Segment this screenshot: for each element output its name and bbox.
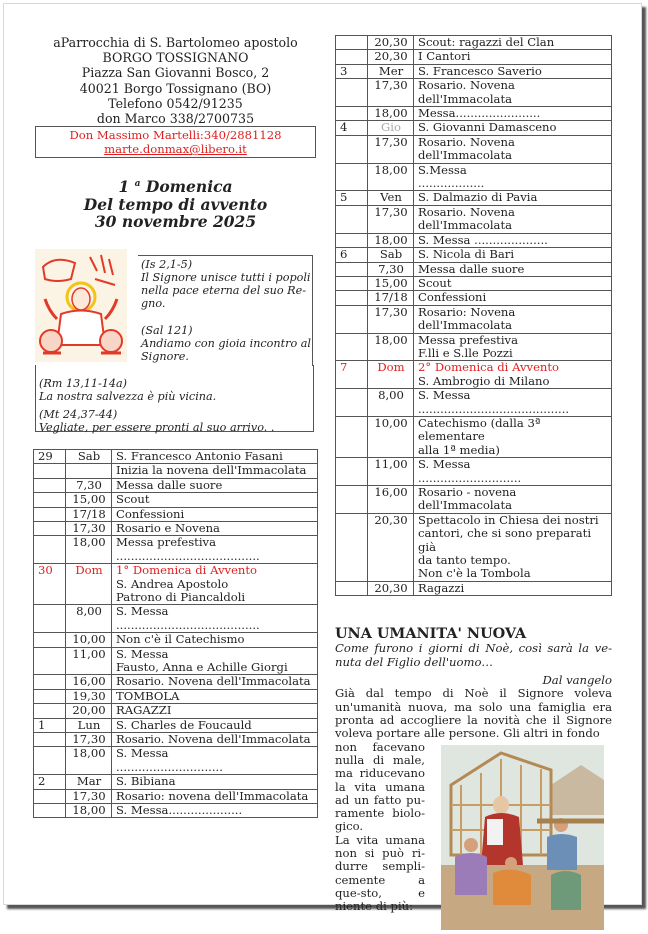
day-cell (336, 79, 368, 107)
table-row (336, 513, 612, 581)
event-text: S. Bibiana (116, 774, 176, 789)
event-text: Rosario - novena dell'Immacolata (418, 485, 517, 513)
day-cell (34, 647, 66, 675)
table-row (34, 789, 318, 803)
time-cell: 17/18 (66, 507, 112, 521)
event-subtext: ............................. (116, 759, 223, 774)
event-cell (112, 521, 318, 535)
time-cell: 18,00 (368, 333, 414, 361)
event-cell (112, 747, 318, 775)
day-cell (34, 704, 66, 718)
day-cell (336, 233, 368, 247)
table-row (336, 305, 612, 333)
time-cell: 11,00 (66, 647, 112, 675)
time-cell: 8,00 (368, 389, 414, 417)
event-text: S. Francesco Saverio (418, 63, 542, 78)
time-cell: 8,00 (66, 605, 112, 633)
event-text: S. Francesco Antonio Fasani (116, 448, 283, 463)
event-subtext: da tanto tempo. (418, 553, 511, 568)
event-cell (112, 536, 318, 564)
event-subtext: ....................................... (116, 548, 260, 563)
event-cell (414, 333, 612, 361)
city: 40021 Borgo Tossignano (BO) (79, 80, 272, 96)
contact-name-phone: Don Massimo Martelli:340/2881128 (69, 128, 282, 143)
table-row (34, 507, 318, 521)
day-cell (34, 747, 66, 775)
event-text: S. Messa (116, 604, 169, 619)
table-row (336, 64, 612, 78)
time-cell: 15,00 (66, 493, 112, 507)
event-subtext: Non c'è la Tombola (418, 566, 531, 581)
time-cell: 19,30 (66, 689, 112, 703)
event-text: Rosario. Novena dell'Immacolata (116, 732, 311, 746)
table-row (34, 804, 318, 818)
page-title: 1 $^a$ Domenica Del tempo di avvento 30 novembre 2025 (83, 177, 268, 232)
table-row (34, 647, 318, 675)
time-cell: 17/18 (368, 291, 414, 305)
day-cell (34, 804, 66, 818)
table-row (336, 163, 612, 191)
schedule-table-left (33, 449, 318, 819)
event-cell (112, 478, 318, 492)
day-cell (34, 633, 66, 647)
readings-section (33, 247, 318, 435)
day-cell (336, 581, 368, 595)
table-row (336, 135, 612, 163)
event-text: S.Messa (418, 162, 467, 177)
article-narrow-text: non facevano nulla di male, ma riducevano la vita umana ad un fatto pu-ramente biolo-gico. La vita umana non si può ri-durre sempli-cemente a que-sto, e niente di più: (335, 739, 425, 914)
day-cell: 5 (336, 191, 368, 205)
time-cell: Mar (66, 775, 112, 789)
table-row (336, 121, 612, 135)
event-subtext: Patrono di Piancaldoli (116, 589, 246, 604)
day-cell (34, 675, 66, 689)
table-row (336, 248, 612, 262)
table-row (34, 464, 318, 478)
contact-email-link[interactable]: marte.donmax@libero.it (104, 142, 247, 157)
time-cell: Sab (368, 248, 414, 262)
event-cell (414, 458, 612, 486)
table-row (336, 262, 612, 276)
noah-ark-painting (441, 745, 604, 930)
table-row (336, 333, 612, 361)
event-cell (414, 291, 612, 305)
event-text: S. Giovanni Damasceno (418, 120, 557, 135)
event-text: Messa....................... (418, 106, 541, 121)
event-text: Scout: ragazzi del Clan (418, 35, 555, 49)
event-text: Rosario: novena dell'Immacolata (116, 788, 309, 803)
day-cell: 1 (34, 718, 66, 732)
day-cell (336, 486, 368, 514)
table-row (34, 675, 318, 689)
event-cell (414, 276, 612, 290)
table-row (336, 389, 612, 417)
reading-psalm: (Sal 121) Andiamo con gioia incontro al Signore. (141, 323, 312, 364)
event-text: Rosario e Novena (116, 520, 220, 535)
day-cell (336, 50, 368, 64)
time-cell: Mer (368, 64, 414, 78)
table-row (336, 416, 612, 457)
table-row (34, 747, 318, 775)
event-text: TOMBOLA (116, 688, 180, 703)
day-cell (336, 163, 368, 191)
table-row (34, 564, 318, 605)
day-cell (34, 689, 66, 703)
time-cell: 15,00 (368, 276, 414, 290)
address: Piazza San Giovanni Bosco, 2 (81, 65, 270, 81)
time-cell: 18,00 (368, 233, 414, 247)
event-text: Scout (116, 492, 150, 507)
event-cell (414, 50, 612, 64)
day-cell (34, 464, 66, 478)
time-cell: 17,30 (368, 305, 414, 333)
event-text: S. Messa (116, 746, 169, 761)
table-row (336, 50, 612, 64)
event-text: S. Messa.................... (116, 803, 243, 818)
table-row (34, 775, 318, 789)
event-text: Rosario. Novena dell'Immacolata (116, 674, 311, 689)
event-cell (112, 449, 318, 463)
event-cell (112, 605, 318, 633)
event-cell (414, 262, 612, 276)
time-cell: 18,00 (66, 536, 112, 564)
table-row (34, 478, 318, 492)
time-cell: 18,00 (66, 804, 112, 818)
event-text: S. Messa (418, 388, 471, 403)
table-row (34, 633, 318, 647)
table-row (336, 458, 612, 486)
event-cell (414, 513, 612, 581)
day-cell (336, 305, 368, 333)
event-cell (112, 733, 318, 747)
day-cell (336, 36, 368, 50)
event-cell (112, 718, 318, 732)
event-text: Rosario. Novena dell'Immacolata (418, 134, 515, 163)
table-row (34, 521, 318, 535)
day-cell (336, 333, 368, 361)
event-text: Messa dalle suore (116, 477, 223, 492)
time-cell: 18,00 (66, 747, 112, 775)
day-cell: 7 (336, 361, 368, 389)
event-text: Catechismo (dalla 3ª elementare (418, 415, 541, 444)
table-row (34, 718, 318, 732)
table-row (336, 107, 612, 121)
day-cell (34, 605, 66, 633)
day-cell (34, 536, 66, 564)
table-row (336, 36, 612, 50)
event-text: S. Dalmazio di Pavia (418, 190, 538, 205)
event-text: Ragazzi (418, 580, 465, 595)
article-source: Dal vangelo (542, 673, 612, 688)
day-cell (34, 521, 66, 535)
table-row (336, 276, 612, 290)
time-cell: 17,30 (66, 733, 112, 747)
day-cell (336, 458, 368, 486)
town-name: BORGO TOSSIGNANO (102, 50, 249, 66)
day-cell (336, 389, 368, 417)
day-cell: 30 (34, 564, 66, 605)
event-subtext: S. Andrea Apostolo (116, 576, 229, 591)
day-cell: 3 (336, 64, 368, 78)
event-text: S. Messa (116, 646, 169, 661)
table-row (336, 191, 612, 205)
event-subtext: .................. (418, 176, 485, 191)
table-row (34, 449, 318, 463)
event-cell (414, 79, 612, 107)
day-cell (34, 789, 66, 803)
time-cell: 16,00 (368, 486, 414, 514)
event-cell (414, 389, 612, 417)
event-cell (112, 507, 318, 521)
event-text: S. Nicola di Bari (418, 247, 515, 262)
day-cell (336, 107, 368, 121)
event-text: Spettacolo in Chiesa dei nostri (418, 512, 599, 527)
time-cell: 10,00 (66, 633, 112, 647)
day-cell: 4 (336, 121, 368, 135)
event-cell (414, 205, 612, 233)
table-row (34, 605, 318, 633)
time-cell: 10,00 (368, 416, 414, 457)
event-cell (414, 486, 612, 514)
day-cell (34, 478, 66, 492)
event-cell (414, 581, 612, 595)
time-cell: 17,30 (368, 205, 414, 233)
event-cell (112, 493, 318, 507)
phone: Telefono 0542/91235 (108, 95, 243, 111)
event-text: Confessioni (418, 290, 487, 305)
event-text: I Cantori (418, 49, 471, 64)
event-subtext: F.lli e S.lle Pozzi (418, 345, 513, 360)
event-text: Rosario: Novena dell'Immacolata (418, 304, 516, 333)
table-row (336, 581, 612, 595)
time-cell: 20,30 (368, 513, 414, 581)
event-cell (112, 464, 318, 478)
day-cell (336, 262, 368, 276)
event-cell (414, 163, 612, 191)
left-column (33, 35, 318, 818)
table-row (34, 704, 318, 718)
day-cell (34, 507, 66, 521)
parish-name: aParrocchia di S. Bartolomeo apostolo (53, 35, 298, 50)
table-row (336, 205, 612, 233)
contact-box (35, 126, 316, 158)
day-cell (34, 493, 66, 507)
event-cell (112, 804, 318, 818)
event-cell (414, 121, 612, 135)
time-cell: 20,30 (368, 36, 414, 50)
time-cell: Lun (66, 718, 112, 732)
article-wrap (335, 741, 612, 914)
event-text: S. Charles de Foucauld (116, 717, 252, 732)
day-cell: 6 (336, 248, 368, 262)
event-text: Non c'è il Catechismo (116, 632, 245, 647)
table-row (336, 486, 612, 514)
event-subtext: S. Ambrogio di Milano (418, 373, 550, 388)
event-cell (414, 305, 612, 333)
event-subtext: ......................................... (418, 401, 570, 416)
table-row (336, 291, 612, 305)
time-cell: Dom (66, 564, 112, 605)
time-cell: 18,00 (368, 107, 414, 121)
event-subtext: cantori, che si sono preparati già (418, 526, 592, 554)
article (335, 626, 612, 913)
time-cell: 20,00 (66, 704, 112, 718)
event-text: Inizia la novena dell'Immacolata (116, 463, 307, 478)
event-subtext: ....................................... (116, 617, 260, 632)
event-text: S. Messa (418, 457, 471, 472)
parish-header (33, 35, 318, 126)
event-cell (112, 633, 318, 647)
day-cell (336, 135, 368, 163)
event-cell (112, 704, 318, 718)
christ-illustration (35, 249, 127, 362)
event-text: Scout (418, 275, 452, 290)
table-row (336, 79, 612, 107)
event-text: Messa prefestiva (418, 332, 518, 347)
day-cell (336, 416, 368, 457)
table-row (34, 689, 318, 703)
time-cell (66, 464, 112, 478)
time-cell: Ven (368, 191, 414, 205)
article-lead: Come furono i giorni di Noè, così sarà la ve-nuta del Figlio dell'uomo… (335, 641, 612, 669)
day-cell (336, 276, 368, 290)
table-row (336, 233, 612, 247)
reading-romans: (Rm 13,11-14a) La nostra salvezza è più vicina. (39, 376, 217, 404)
event-text: S. Messa .................... (418, 232, 548, 247)
day-cell: 2 (34, 775, 66, 789)
event-text: Messa dalle suore (418, 261, 525, 276)
event-cell (414, 36, 612, 50)
time-cell: Dom (368, 361, 414, 389)
event-text: 2° Domenica di Avvento (418, 360, 560, 375)
day-cell (336, 513, 368, 581)
event-cell (112, 689, 318, 703)
time-cell: 20,30 (368, 581, 414, 595)
time-cell: 18,00 (368, 163, 414, 191)
event-subtext: ............................ (418, 470, 522, 485)
time-cell: 20,30 (368, 50, 414, 64)
event-cell (414, 107, 612, 121)
event-cell (414, 191, 612, 205)
event-subtext: alla 1ª media) (418, 442, 500, 457)
table-row (34, 493, 318, 507)
time-cell: Sab (66, 449, 112, 463)
event-cell (414, 416, 612, 457)
priest-phone: don Marco 338/2700735 (96, 111, 255, 127)
time-cell: Gio (368, 121, 414, 135)
event-cell (112, 564, 318, 605)
event-cell (414, 233, 612, 247)
table-row (336, 361, 612, 389)
day-cell: 29 (34, 449, 66, 463)
article-title: UNA UMANITA' NUOVA (335, 625, 527, 643)
time-cell: 16,00 (66, 675, 112, 689)
day-cell (336, 291, 368, 305)
time-cell: 7,30 (66, 478, 112, 492)
event-cell (414, 64, 612, 78)
event-cell (414, 135, 612, 163)
table-row (34, 536, 318, 564)
time-cell: 17,30 (66, 521, 112, 535)
event-text: 1° Domenica di Avvento (116, 563, 258, 578)
event-cell (414, 248, 612, 262)
article-body: Già dal tempo di Noè il Signore voleva un'umanità nuova, ma solo una famiglia era pronta ad accogliere la novità che il Signore voleva portare alle persone. Gli altri in fondo (335, 686, 612, 741)
schedule-table-right (335, 35, 612, 596)
event-cell (112, 647, 318, 675)
time-cell: 11,00 (368, 458, 414, 486)
event-subtext: Fausto, Anna e Achille Giorgi (116, 659, 288, 674)
event-cell (414, 361, 612, 389)
event-text: Rosario. Novena dell'Immacolata (418, 204, 515, 233)
event-text: Messa prefestiva (116, 535, 216, 550)
day-cell (336, 205, 368, 233)
event-cell (112, 789, 318, 803)
event-cell (112, 675, 318, 689)
event-text: Rosario. Novena dell'Immacolata (418, 78, 515, 106)
reading-matthew: (Mt 24,37-44) Vegliate, per essere pronti al suo arrivo. . (39, 407, 275, 435)
event-text: RAGAZZI (116, 703, 172, 718)
event-cell (112, 775, 318, 789)
right-column (335, 35, 612, 914)
day-cell (34, 733, 66, 747)
time-cell: 17,30 (368, 79, 414, 107)
table-row (34, 733, 318, 747)
time-cell: 17,30 (368, 135, 414, 163)
time-cell: 7,30 (368, 262, 414, 276)
event-text: Confessioni (116, 506, 185, 521)
reading-isaiah: (Is 2,1-5) Il Signore unisce tutti i popoli nella pace eterna del suo Re-gno. (141, 257, 311, 311)
time-cell: 17,30 (66, 789, 112, 803)
